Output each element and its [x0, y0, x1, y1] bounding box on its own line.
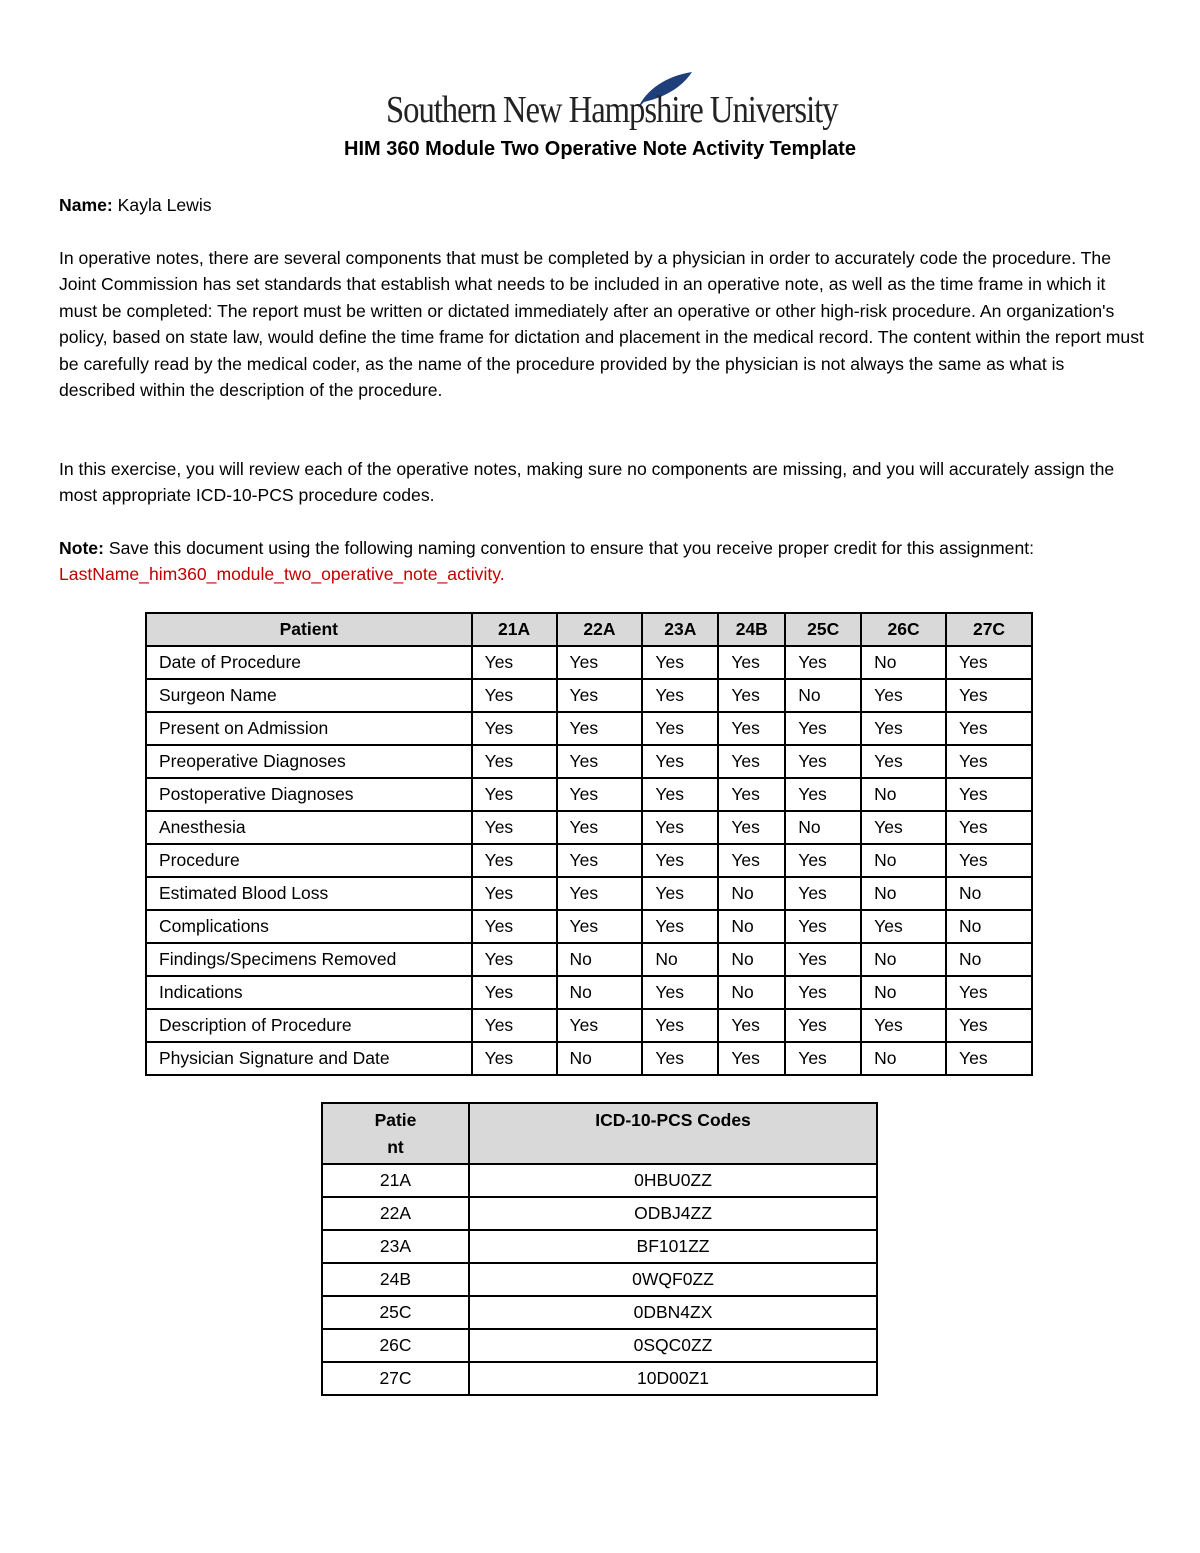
component-name-cell: Estimated Blood Loss: [146, 877, 472, 910]
component-status-cell: No: [861, 778, 946, 811]
code-cell: 0HBU0ZZ: [469, 1164, 877, 1197]
component-name-cell: Complications: [146, 910, 472, 943]
component-status-cell: No: [861, 646, 946, 679]
code-cell: ODBJ4ZZ: [469, 1197, 877, 1230]
table-row: [146, 679, 1032, 712]
component-status-cell: Yes: [946, 745, 1032, 778]
codes-header-codes: ICD-10-PCS Codes: [469, 1103, 877, 1164]
component-status-cell: Yes: [718, 1042, 785, 1075]
component-status-cell: Yes: [861, 1009, 946, 1042]
component-status-cell: Yes: [472, 679, 557, 712]
component-status-cell: Yes: [946, 1009, 1032, 1042]
column-header: 21A: [472, 613, 557, 646]
component-status-cell: No: [946, 877, 1032, 910]
component-status-cell: Yes: [785, 844, 861, 877]
table-row: [322, 1329, 877, 1362]
component-status-cell: Yes: [785, 745, 861, 778]
component-status-cell: Yes: [785, 877, 861, 910]
component-status-cell: Yes: [642, 778, 718, 811]
component-status-cell: Yes: [642, 1042, 718, 1075]
component-status-cell: Yes: [472, 877, 557, 910]
component-status-cell: Yes: [557, 745, 643, 778]
column-header: 22A: [557, 613, 643, 646]
table-row: [146, 910, 1032, 943]
component-status-cell: Yes: [785, 1009, 861, 1042]
component-status-cell: Yes: [861, 679, 946, 712]
component-status-cell: Yes: [946, 844, 1032, 877]
patient-cell: 27C: [322, 1362, 469, 1395]
intro-paragraph: In operative notes, there are several components that must be completed by a physician in order to accurately code the procedure. The Joint Commission has set standards that establish what needs to be included in an operative note, as well as the time frame in which it must be completed: The report must be written or dictated immediately after an operative or other high-risk procedure. An organization's policy, based on state law, would define the time frame for dictation and placement in the medical record. The content within the report must be carefully read by the medical coder, as the name of the procedure provided by the physician is not always the same as what is described within the description of the procedure.: [59, 248, 1144, 401]
exercise-paragraph: In this exercise, you will review each of the operative notes, making sure no components are missing, and you will accurately assign the most appropriate ICD-10-PCS procedure codes.: [59, 459, 1115, 506]
component-status-cell: Yes: [785, 646, 861, 679]
column-header: 23A: [642, 613, 718, 646]
component-status-cell: Yes: [785, 976, 861, 1009]
component-status-cell: Yes: [861, 910, 946, 943]
code-cell: 0SQC0ZZ: [469, 1329, 877, 1362]
component-status-cell: No: [642, 943, 718, 976]
component-status-cell: Yes: [557, 877, 643, 910]
table-row: [322, 1263, 877, 1296]
table-row: [146, 712, 1032, 745]
component-status-cell: Yes: [472, 646, 557, 679]
component-name-cell: Physician Signature and Date: [146, 1042, 472, 1075]
codes-table: [321, 1102, 878, 1396]
component-status-cell: Yes: [861, 712, 946, 745]
code-cell: 0DBN4ZX: [469, 1296, 877, 1329]
component-status-cell: Yes: [642, 712, 718, 745]
patient-cell: 21A: [322, 1164, 469, 1197]
component-status-cell: Yes: [946, 712, 1032, 745]
component-status-cell: No: [861, 976, 946, 1009]
note-paragraph: [59, 535, 1144, 588]
component-status-cell: No: [718, 976, 785, 1009]
component-status-cell: Yes: [642, 679, 718, 712]
component-status-cell: Yes: [472, 976, 557, 1009]
table-row: [322, 1362, 877, 1395]
component-status-cell: Yes: [472, 943, 557, 976]
logo-text: Southern New Hampshire University: [386, 89, 838, 131]
component-status-cell: Yes: [557, 712, 643, 745]
table-row: [146, 811, 1032, 844]
column-header: 25C: [785, 613, 861, 646]
component-status-cell: Yes: [718, 778, 785, 811]
component-status-cell: Yes: [718, 745, 785, 778]
name-value: Kayla Lewis: [112, 195, 212, 215]
patient-cell: 24B: [322, 1263, 469, 1296]
component-status-cell: No: [557, 976, 643, 1009]
table-row: [146, 1009, 1032, 1042]
table-row: [322, 1197, 877, 1230]
component-status-cell: Yes: [718, 811, 785, 844]
table-row: [322, 1296, 877, 1329]
note-text: Save this document using the following naming convention to ensure that you receive proper credit for this assignment:: [103, 538, 1035, 558]
component-status-cell: No: [718, 943, 785, 976]
component-status-cell: Yes: [718, 646, 785, 679]
component-status-cell: Yes: [472, 910, 557, 943]
component-status-cell: No: [946, 910, 1032, 943]
component-status-cell: No: [861, 844, 946, 877]
component-status-cell: Yes: [472, 811, 557, 844]
component-status-cell: Yes: [718, 679, 785, 712]
header-text: Patie nt: [374, 1110, 417, 1157]
component-status-cell: No: [718, 877, 785, 910]
table-row: [322, 1230, 877, 1263]
component-status-cell: Yes: [557, 679, 643, 712]
patient-cell: 26C: [322, 1329, 469, 1362]
component-status-cell: Yes: [946, 679, 1032, 712]
component-name-cell: Surgeon Name: [146, 679, 472, 712]
component-status-cell: Yes: [642, 877, 718, 910]
component-status-cell: Yes: [785, 712, 861, 745]
component-name-cell: Postoperative Diagnoses: [146, 778, 472, 811]
component-status-cell: Yes: [946, 976, 1032, 1009]
column-header: Patient: [146, 613, 472, 646]
component-status-cell: Yes: [785, 1042, 861, 1075]
component-status-cell: Yes: [718, 844, 785, 877]
column-header: 27C: [946, 613, 1032, 646]
component-status-cell: Yes: [557, 910, 643, 943]
component-status-cell: Yes: [785, 943, 861, 976]
note-filename: LastName_him360_module_two_operative_note_activity.: [59, 564, 505, 585]
component-status-cell: Yes: [642, 1009, 718, 1042]
component-status-cell: Yes: [472, 712, 557, 745]
component-status-cell: No: [861, 1042, 946, 1075]
code-cell: 10D00Z1: [469, 1362, 877, 1395]
component-name-cell: Findings/Specimens Removed: [146, 943, 472, 976]
component-status-cell: Yes: [642, 844, 718, 877]
component-status-cell: Yes: [861, 811, 946, 844]
component-status-cell: Yes: [642, 976, 718, 1009]
table-row: [322, 1164, 877, 1197]
table-row: [146, 646, 1032, 679]
component-status-cell: Yes: [642, 646, 718, 679]
component-name-cell: Preoperative Diagnoses: [146, 745, 472, 778]
component-status-cell: Yes: [785, 910, 861, 943]
table-row: [146, 877, 1032, 910]
patient-cell: 23A: [322, 1230, 469, 1263]
component-status-cell: Yes: [472, 745, 557, 778]
code-cell: 0WQF0ZZ: [469, 1263, 877, 1296]
component-status-cell: Yes: [557, 844, 643, 877]
table-row: [146, 943, 1032, 976]
components-table: [145, 612, 1033, 1076]
component-status-cell: Yes: [946, 646, 1032, 679]
component-status-cell: Yes: [718, 1009, 785, 1042]
component-name-cell: Description of Procedure: [146, 1009, 472, 1042]
component-status-cell: No: [785, 811, 861, 844]
component-name-cell: Date of Procedure: [146, 646, 472, 679]
name-line: [59, 192, 1144, 218]
component-status-cell: No: [946, 943, 1032, 976]
component-status-cell: No: [861, 877, 946, 910]
column-header: 24B: [718, 613, 785, 646]
column-header: 26C: [861, 613, 946, 646]
component-status-cell: Yes: [946, 811, 1032, 844]
patient-cell: 25C: [322, 1296, 469, 1329]
code-cell: BF101ZZ: [469, 1230, 877, 1263]
component-status-cell: Yes: [946, 778, 1032, 811]
note-label: Note:: [59, 538, 104, 558]
component-status-cell: Yes: [472, 844, 557, 877]
component-status-cell: Yes: [861, 745, 946, 778]
component-status-cell: Yes: [718, 712, 785, 745]
codes-header-patient: [322, 1103, 469, 1164]
component-status-cell: No: [718, 910, 785, 943]
table-row: [146, 778, 1032, 811]
component-status-cell: Yes: [557, 646, 643, 679]
component-status-cell: No: [557, 943, 643, 976]
component-status-cell: Yes: [472, 778, 557, 811]
patient-cell: 22A: [322, 1197, 469, 1230]
component-status-cell: Yes: [557, 1009, 643, 1042]
component-status-cell: Yes: [946, 1042, 1032, 1075]
table-row: [146, 1042, 1032, 1075]
component-status-cell: Yes: [642, 910, 718, 943]
component-name-cell: Anesthesia: [146, 811, 472, 844]
name-label: Name:: [59, 195, 113, 215]
component-status-cell: No: [557, 1042, 643, 1075]
component-status-cell: Yes: [785, 778, 861, 811]
component-name-cell: Present on Admission: [146, 712, 472, 745]
component-status-cell: No: [861, 943, 946, 976]
component-status-cell: Yes: [642, 745, 718, 778]
snhu-logo: [386, 70, 838, 136]
component-status-cell: No: [785, 679, 861, 712]
table-row: [146, 976, 1032, 1009]
component-status-cell: Yes: [472, 1009, 557, 1042]
page-title: HIM 360 Module Two Operative Note Activity Template: [344, 138, 856, 160]
component-status-cell: Yes: [557, 811, 643, 844]
table-row: [146, 844, 1032, 877]
component-name-cell: Indications: [146, 976, 472, 1009]
component-status-cell: Yes: [472, 1042, 557, 1075]
component-status-cell: Yes: [642, 811, 718, 844]
table-row: [146, 745, 1032, 778]
component-name-cell: Procedure: [146, 844, 472, 877]
component-status-cell: Yes: [557, 778, 643, 811]
